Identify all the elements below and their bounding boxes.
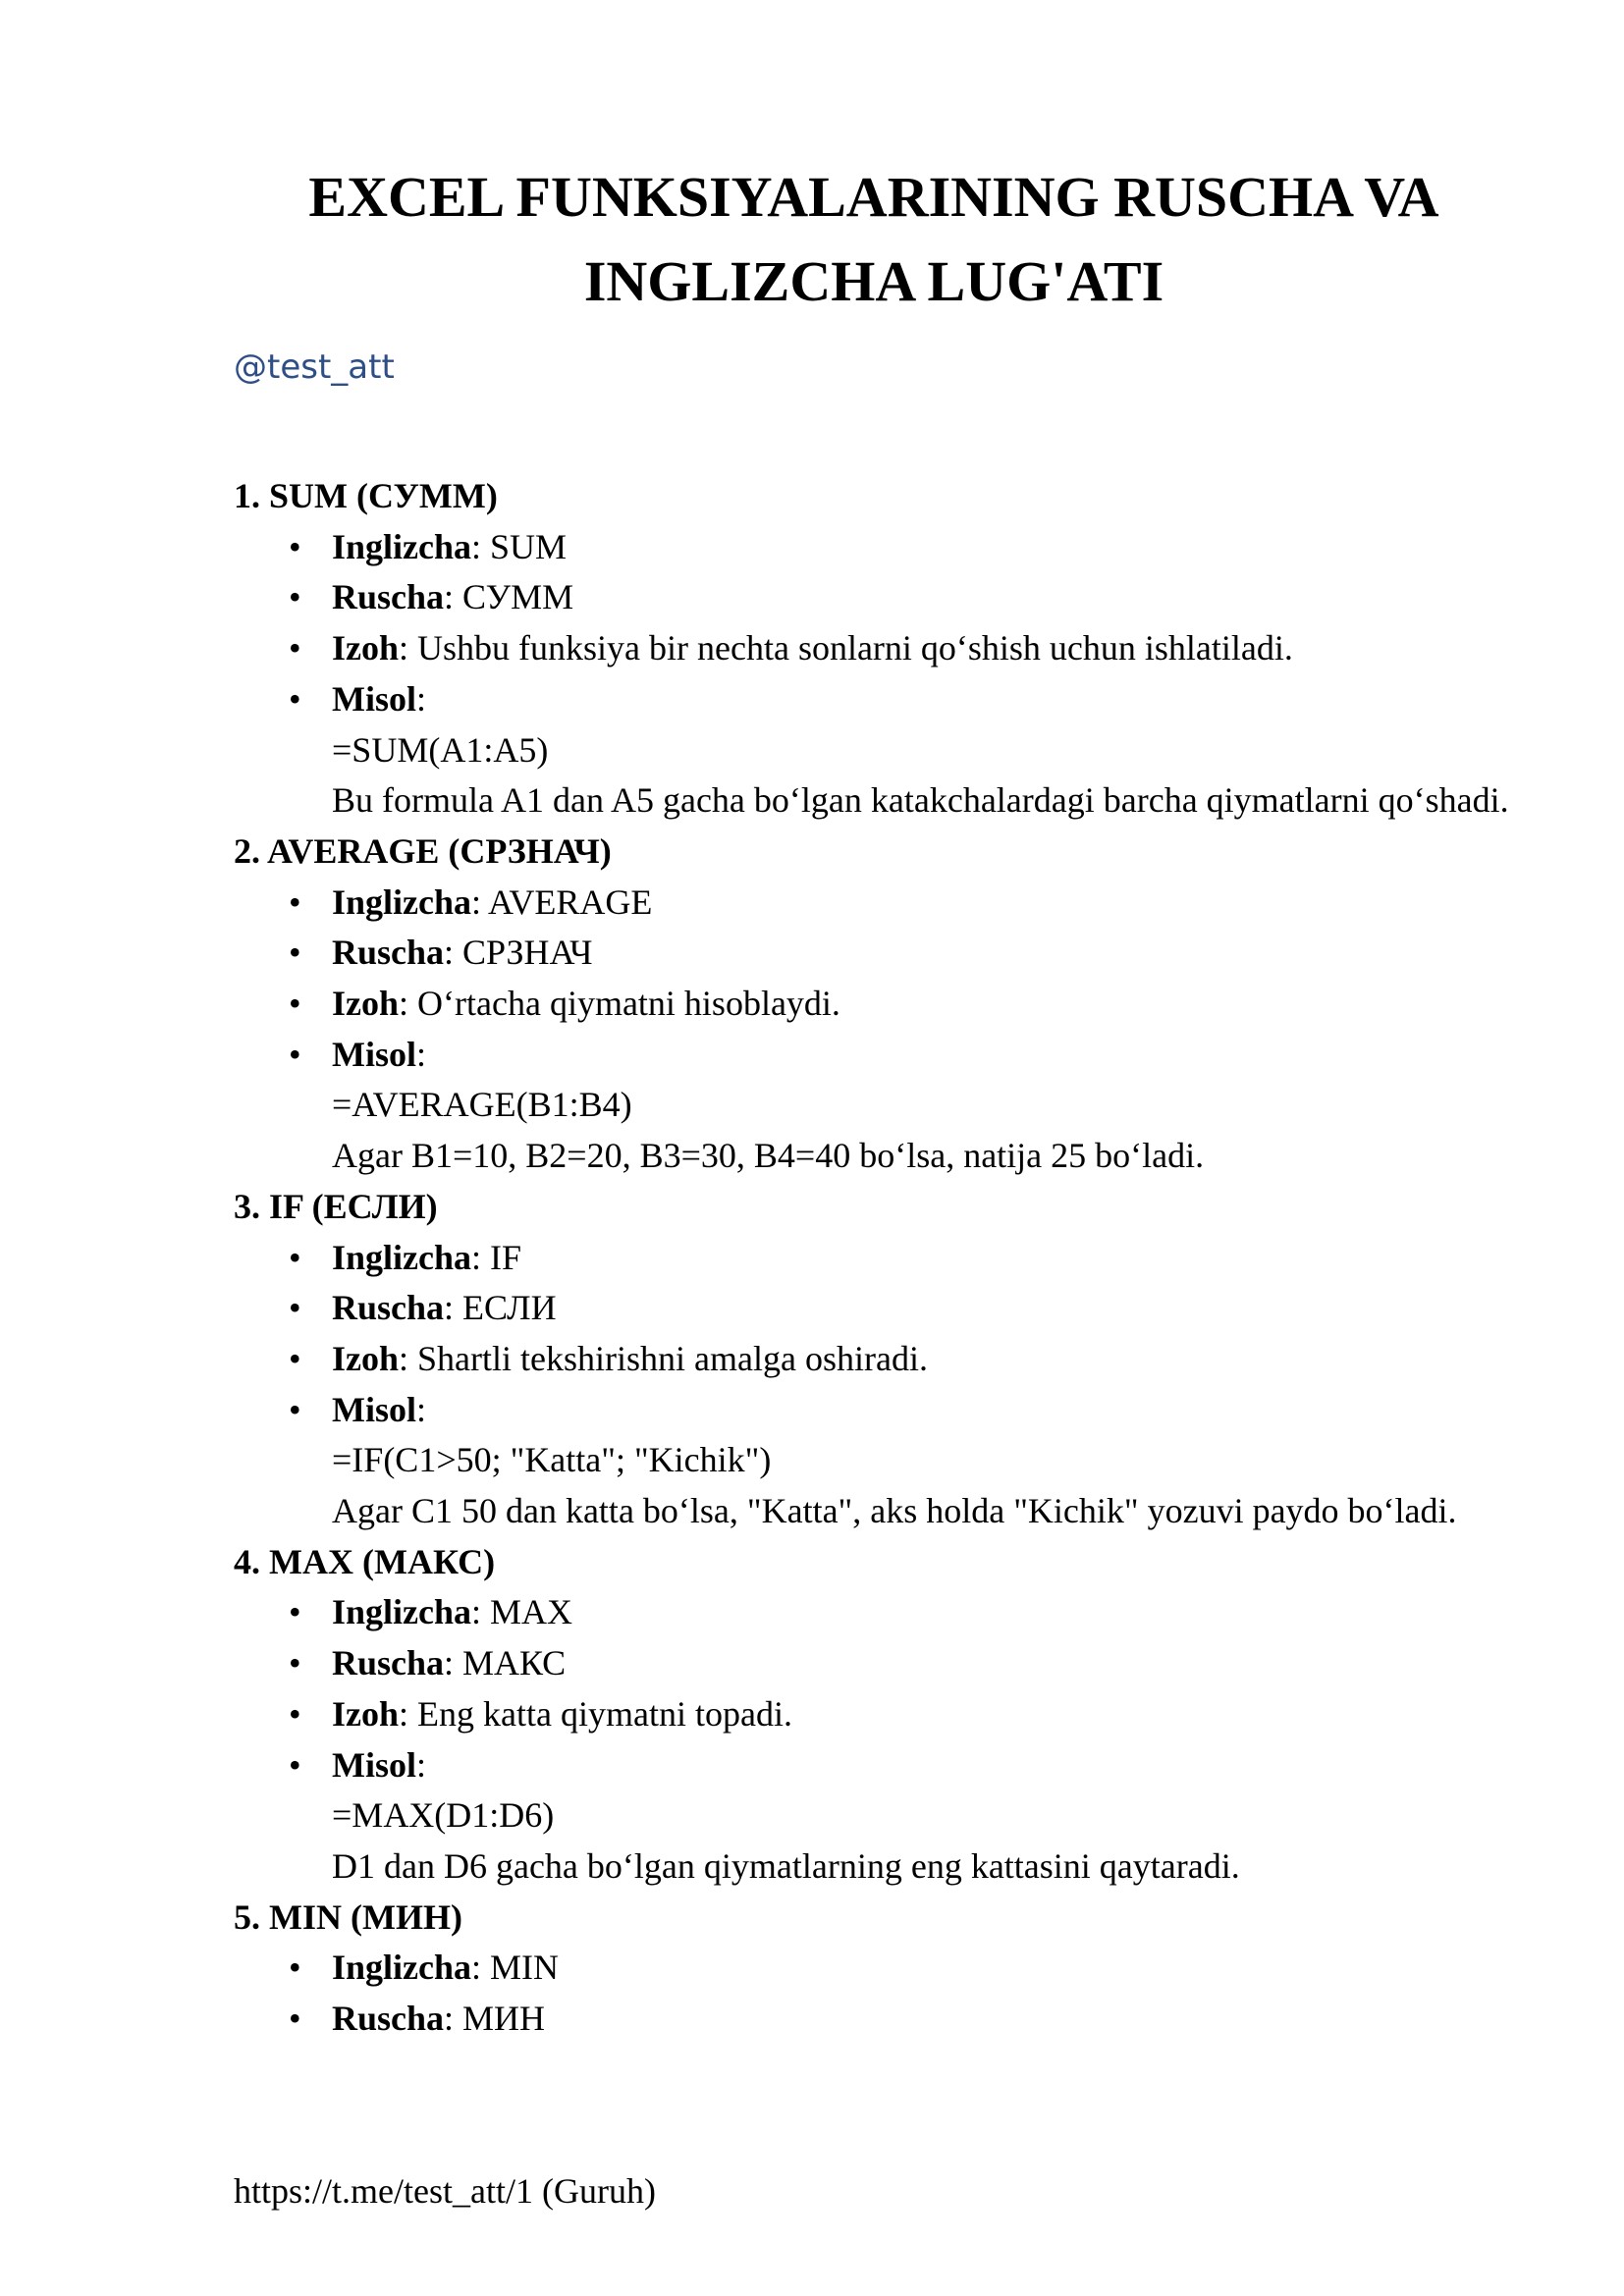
bullet-icon: • [289, 1288, 301, 1328]
example-explanation: Agar C1 50 dan katta bo‘lsa, "Katta", aks holda "Kichik" yozuvi paydo bo‘ladi. [332, 1491, 1457, 1531]
bullet-icon: • [289, 1592, 301, 1632]
english-label: Inglizcha [332, 1237, 472, 1277]
english-item [234, 1233, 1510, 1284]
bullet-icon: • [289, 1643, 301, 1683]
note-label: Izoh [332, 1693, 400, 1734]
colon-sep: : [444, 577, 455, 617]
note-value: O‘rtacha qiymatni hisoblaydi. [417, 984, 840, 1024]
note-value: Eng katta qiymatni topadi. [417, 1693, 792, 1734]
note-item [234, 1689, 1510, 1740]
section-heading: 3. IF (ЕСЛИ) [234, 1186, 438, 1226]
english-item [234, 878, 1510, 929]
russian-item [234, 1283, 1510, 1334]
note-label: Izoh [332, 1338, 400, 1378]
property-list [234, 522, 1510, 827]
english-label: Inglizcha [332, 1592, 472, 1632]
example-item [234, 1030, 1510, 1182]
english-item [234, 522, 1510, 573]
page-title-line-1: EXCEL FUNKSIYALARINING RUSCHA VA [308, 165, 1439, 229]
example-label: Misol [332, 678, 416, 719]
bullet-icon: • [289, 1744, 301, 1785]
example-formula: =AVERAGE(B1:B4) [332, 1085, 632, 1125]
russian-item [234, 572, 1510, 623]
colon-sep: : [399, 1693, 409, 1734]
english-value: AVERAGE [488, 881, 653, 922]
page-title [177, 155, 1571, 324]
english-value: SUM [490, 526, 568, 566]
bullet-icon: • [289, 526, 301, 566]
page-title-line-2: INGLIZCHA LUG'ATI [583, 249, 1164, 313]
colon-sep: : [416, 1389, 427, 1429]
colon-sep: : [399, 628, 409, 668]
russian-label: Ruscha [332, 577, 445, 617]
bullet-icon: • [289, 628, 301, 668]
bullet-icon: • [289, 678, 301, 719]
russian-item [234, 1638, 1510, 1689]
colon-sep: : [444, 1288, 455, 1328]
english-item [234, 1587, 1510, 1638]
bullet-icon: • [289, 577, 301, 617]
colon-sep: : [471, 1592, 482, 1632]
footer-group-link[interactable]: https://t.me/test_att/1 (Guruh) [234, 2171, 656, 2211]
note-value: Shartli tekshirishni amalga oshiradi. [417, 1338, 928, 1378]
russian-value: ЕСЛИ [462, 1288, 557, 1328]
colon-sep: : [471, 1948, 482, 1988]
russian-value: СРЗНАЧ [462, 933, 593, 973]
russian-label: Ruscha [332, 1288, 445, 1328]
bullet-icon: • [289, 1693, 301, 1734]
example-label: Misol [332, 1034, 416, 1074]
channel-handle[interactable]: @test_att [234, 347, 395, 387]
colon-sep: : [444, 1643, 455, 1683]
section-heading: 2. AVERAGE (СРЗНАЧ) [234, 830, 612, 871]
example-formula: =IF(C1>50; "Katta"; "Kichik") [332, 1440, 772, 1480]
english-value: MAX [490, 1592, 573, 1632]
english-label: Inglizcha [332, 1948, 472, 1988]
section-heading: 4. MAX (МАКС) [234, 1541, 496, 1581]
colon-sep: : [416, 1034, 427, 1074]
function-section-if [234, 1182, 1510, 1537]
colon-sep: : [471, 526, 482, 566]
colon-sep: : [416, 1744, 427, 1785]
function-section-sum [234, 471, 1510, 827]
property-list [234, 1233, 1510, 1537]
bullet-icon: • [289, 1389, 301, 1429]
section-heading: 1. SUM (СУММ) [234, 476, 498, 515]
russian-item [234, 1994, 1510, 2045]
english-label: Inglizcha [332, 881, 472, 922]
bullet-icon: • [289, 1338, 301, 1378]
example-item [234, 1385, 1510, 1537]
bullet-icon: • [289, 1237, 301, 1277]
english-value: MIN [490, 1948, 560, 1988]
example-explanation: Agar B1=10, B2=20, B3=30, B4=40 bo‘lsa, natija 25 bo‘ladi. [332, 1136, 1205, 1176]
russian-label: Ruscha [332, 1643, 445, 1683]
bullet-icon: • [289, 881, 301, 922]
russian-value: СУММ [462, 577, 574, 617]
function-section-min [234, 1893, 1510, 2045]
note-item [234, 979, 1510, 1030]
russian-item [234, 928, 1510, 979]
bullet-icon: • [289, 1034, 301, 1074]
bullet-icon: • [289, 984, 301, 1024]
russian-value: МИН [462, 1999, 546, 2039]
colon-sep: : [399, 984, 409, 1024]
section-heading: 5. MIN (МИН) [234, 1896, 462, 1937]
colon-sep: : [399, 1338, 409, 1378]
note-item [234, 623, 1510, 674]
english-item [234, 1943, 1510, 1994]
note-value: Ushbu funksiya bir nechta sonlarni qo‘shish uchun ishlatiladi. [417, 628, 1293, 668]
english-value: IF [490, 1237, 522, 1277]
russian-label: Ruscha [332, 933, 445, 973]
russian-label: Ruscha [332, 1999, 445, 2039]
note-item [234, 1334, 1510, 1385]
bullet-icon: • [289, 933, 301, 973]
example-item [234, 1740, 1510, 1893]
example-explanation: Bu formula A1 dan A5 gacha bo‘lgan katakchalardagi barcha qiymatlarni qo‘shadi. [332, 780, 1509, 821]
colon-sep: : [471, 881, 482, 922]
property-list [234, 1587, 1510, 1892]
colon-sep: : [444, 1999, 455, 2039]
example-formula: =SUM(A1:A5) [332, 729, 549, 770]
example-label: Misol [332, 1744, 416, 1785]
example-label: Misol [332, 1389, 416, 1429]
property-list [234, 1943, 1510, 2044]
example-formula: =MAX(D1:D6) [332, 1795, 555, 1836]
bullet-icon: • [289, 1948, 301, 1988]
note-label: Izoh [332, 628, 400, 668]
example-explanation: D1 dan D6 gacha bo‘lgan qiymatlarning eng kattasini qaytaradi. [332, 1845, 1240, 1886]
colon-sep: : [416, 678, 427, 719]
example-item [234, 674, 1510, 827]
note-label: Izoh [332, 984, 400, 1024]
colon-sep: : [444, 933, 455, 973]
english-label: Inglizcha [332, 526, 472, 566]
bullet-icon: • [289, 1999, 301, 2039]
function-section-max [234, 1537, 1510, 1893]
russian-value: МАКС [462, 1643, 567, 1683]
property-list [234, 878, 1510, 1182]
colon-sep: : [471, 1237, 482, 1277]
function-section-average [234, 827, 1510, 1182]
document-body [234, 471, 1510, 2045]
